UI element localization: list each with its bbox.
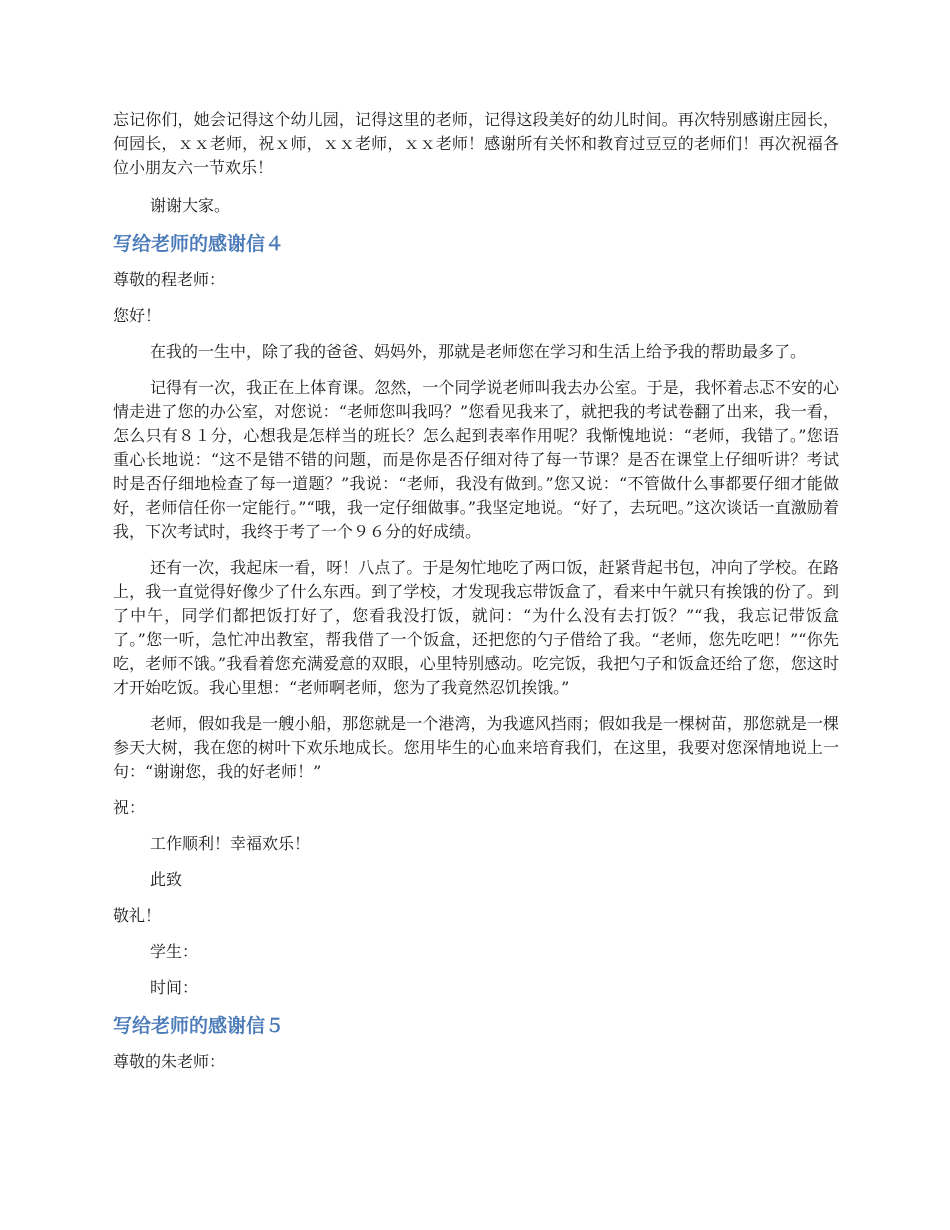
letter4-regards: 敬礼！ [113,906,162,925]
letter4-wish: 工作顺利！幸福欢乐！ [150,834,311,853]
letter4-wish-label: 祝： [113,798,146,817]
letter4-student-label: 学生： [150,942,199,961]
letter4-salutation: 尊敬的程老师： [113,270,226,289]
letter4-paragraph-1: 在我的一生中，除了我的爸爸、妈妈外，那就是老师您在学习和生活上给予我的帮助最多了。 [150,342,807,361]
letter4-paragraph-2: 记得有一次，我正在上体育课。忽然，一个同学说老师叫我去办公室。于是，我怀着忐忑不安的心情走进了您的办公室，对您说：“老师您叫我吗？”您看见我来了，就把我的考试卷翻了出来，我一看，怎么只有８１分，心想我是怎样当的班长？怎么起到表率作用呢？我惭愧地说：“老师，我错了。”您语重心长地说：“这不是错不错的问题，而是你是否仔细对待了每一节课？是否在课堂上仔细听讲？考试时是否仔细地检查了每一道题？”我说：“老师，我没有做到。”您又说：“不管做什么事都要仔细才能做好，老师信任你一定能行。”“哦，我一定仔细做事。”我坚定地说。“好了，去玩吧。”这次谈话一直激励着我，下次考试时，我终于考了一个９６分的好成绩。 [113,378,839,541]
closing-paragraph: 忘记你们，她会记得这个幼儿园，记得这里的老师，记得这段美好的幼儿时间。再次特别感谢庄园长，何园长，ｘｘ老师，祝ｘ师，ｘｘ老师，ｘｘ老师！感谢所有关怀和教育过豆豆的老师们！再次祝福各位小朋友六一节欢乐！ [113,110,839,177]
letter4-time-label: 时间： [150,978,199,997]
letter5-salutation: 尊敬的朱老师： [113,1052,226,1071]
document-page [113,108,839,1086]
letter4-heading: 写给老师的感谢信４ [113,233,285,255]
letter4-paragraph-3: 还有一次，我起床一看，呀！八点了。于是匆忙地吃了两口饭，赶紧背起书包，冲向了学校。在路上，我一直觉得好像少了什么东西。到了学校，才发现我忘带饭盒了，看来中午就只有挨饿的份了。到了中午，同学们都把饭打好了，您看我没打饭，就问：“为什么没有去打饭？”“我，我忘记带饭盒了。”您一听，急忙冲出教室，帮我借了一个饭盒，还把您的勺子借给了我。“老师，您先吃吧！”“你先吃，老师不饿。”我看着您充满爱意的双眼，心里特别感动。吃完饭，我把勺子和饭盒还给了您，您这时才开始吃饭。我心里想：“老师啊老师，您为了我竟然忍饥挨饿。” [113,558,839,697]
letter5-heading: 写给老师的感谢信５ [113,1015,285,1037]
letter4-paragraph-4: 老师，假如我是一艘小船，那您就是一个港湾，为我遮风挡雨；假如我是一棵树苗，那您就是一棵参天大树，我在您的树叶下欢乐地成长。您用毕生的心血来培育我们，在这里，我要对您深情地说上一句：“谢谢您，我的好老师！” [113,714,839,781]
thanks-line: 谢谢大家。 [150,196,231,215]
letter4-greeting: 您好！ [113,306,162,325]
letter4-regards-lead: 此致 [150,870,183,889]
